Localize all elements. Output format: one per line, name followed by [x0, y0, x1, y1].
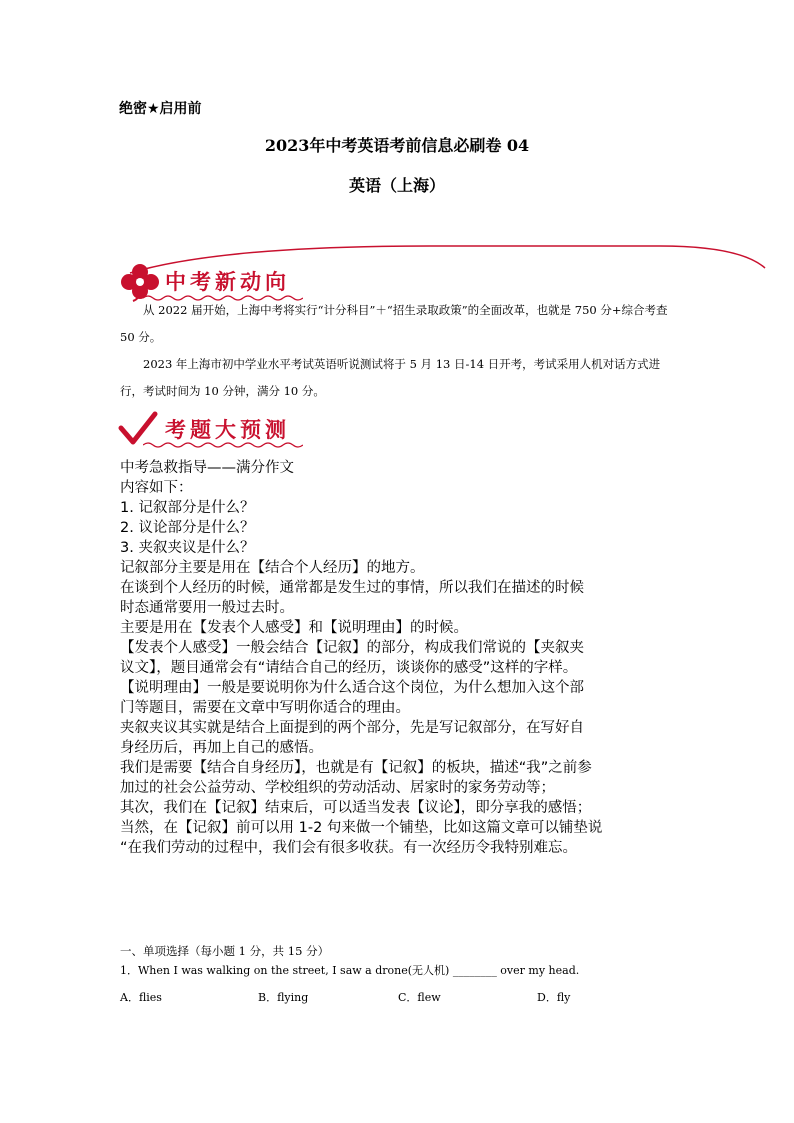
- option-c[interactable]: C．flew: [398, 991, 441, 1004]
- guide-line: 内容如下：: [120, 480, 193, 496]
- guide-line: 【说明理由】一般是要说明你为什么适合这个岗位，为什么想加入这个部: [120, 680, 584, 696]
- section-heading-single-choice: 一、单项选择（每小题 1 分，共 15 分）: [120, 944, 330, 958]
- guide-line: 1. 记叙部分是什么？: [120, 500, 255, 516]
- guide-line: 加过的社会公益劳动、学校组织的劳动活动、居家时的家务劳动等；: [120, 780, 555, 796]
- confidential-label: 绝密★启用前: [119, 101, 202, 117]
- section-banner-trends: 中考新动向: [165, 270, 290, 294]
- guide-line: 时态通常要用一般过去时。: [120, 600, 294, 616]
- guide-line: “在我们劳动的过程中，我们会有很多收获。有一次经历令我特别难忘。: [120, 840, 578, 856]
- guide-line: 当然，在【记叙】前可以用 1-2 句来做一个铺垫，比如这篇文章可以铺垫说: [120, 820, 603, 836]
- guide-line: 主要是用在【发表个人感受】和【说明理由】的时候。: [120, 620, 468, 636]
- question-1-stem: 1．When I was walking on the street, I saw a drone(无人机) ________ over my head.: [120, 964, 580, 977]
- guide-line: 议文】，题目通常会有“请结合自己的经历，谈谈你的感受”这样的字样。: [120, 660, 578, 676]
- trend-paragraph-2: 2023 年上海市初中学业水平考试英语听说测试将于 5 月 13 日-14 日开考，考试采用人机对话方式进行，考试时间为 10 分钟，满分 10 分。: [120, 357, 661, 398]
- guide-line: 其次，我们在【记叙】结束后，可以适当发表【议论】，即分享我的感悟；: [120, 800, 592, 816]
- section-banner-prediction: 考题大预测: [165, 418, 290, 442]
- option-a[interactable]: A．flies: [120, 991, 162, 1004]
- option-d[interactable]: D．fly: [537, 991, 571, 1004]
- trend-paragraph-1: 从 2022 届开始，上海中考将实行“计分科目”＋“招生录取政策”的全面改革，也就是 750 分+综合考查 50 分。: [120, 303, 668, 344]
- guide-line: 门等题目，需要在文章中写明你适合的理由。: [120, 700, 410, 716]
- guide-line: 中考急救指导——满分作文: [120, 460, 294, 476]
- writing-guide: [120, 458, 685, 858]
- guide-line: 3. 夹叙夹议是什么？: [120, 540, 255, 556]
- guide-line: 身经历后，再加上自己的感悟。: [120, 740, 323, 756]
- guide-line: 【发表个人感受】一般会结合【记叙】的部分，构成我们常说的【夹叙夹: [120, 640, 584, 656]
- guide-line: 记叙部分主要是用在【结合个人经历】的地方。: [120, 560, 425, 576]
- guide-line: 我们是需要【结合自身经历】，也就是有【记叙】的板块，描述“我”之前参: [120, 760, 592, 776]
- paper-title: 2023年中考英语考前信息必刷卷 04: [264, 136, 530, 155]
- guide-line: 在谈到个人经历的时候，通常都是发生过的事情，所以我们在描述的时候: [120, 580, 584, 596]
- guide-line: 2. 议论部分是什么？: [120, 520, 255, 536]
- paper-subtitle: 英语（上海）: [348, 176, 445, 195]
- banner-underline-2: [143, 441, 303, 449]
- guide-line: 夹叙夹议其实就是结合上面提到的两个部分，先是写记叙部分，在写好自: [120, 720, 584, 736]
- option-b[interactable]: B．flying: [258, 991, 309, 1004]
